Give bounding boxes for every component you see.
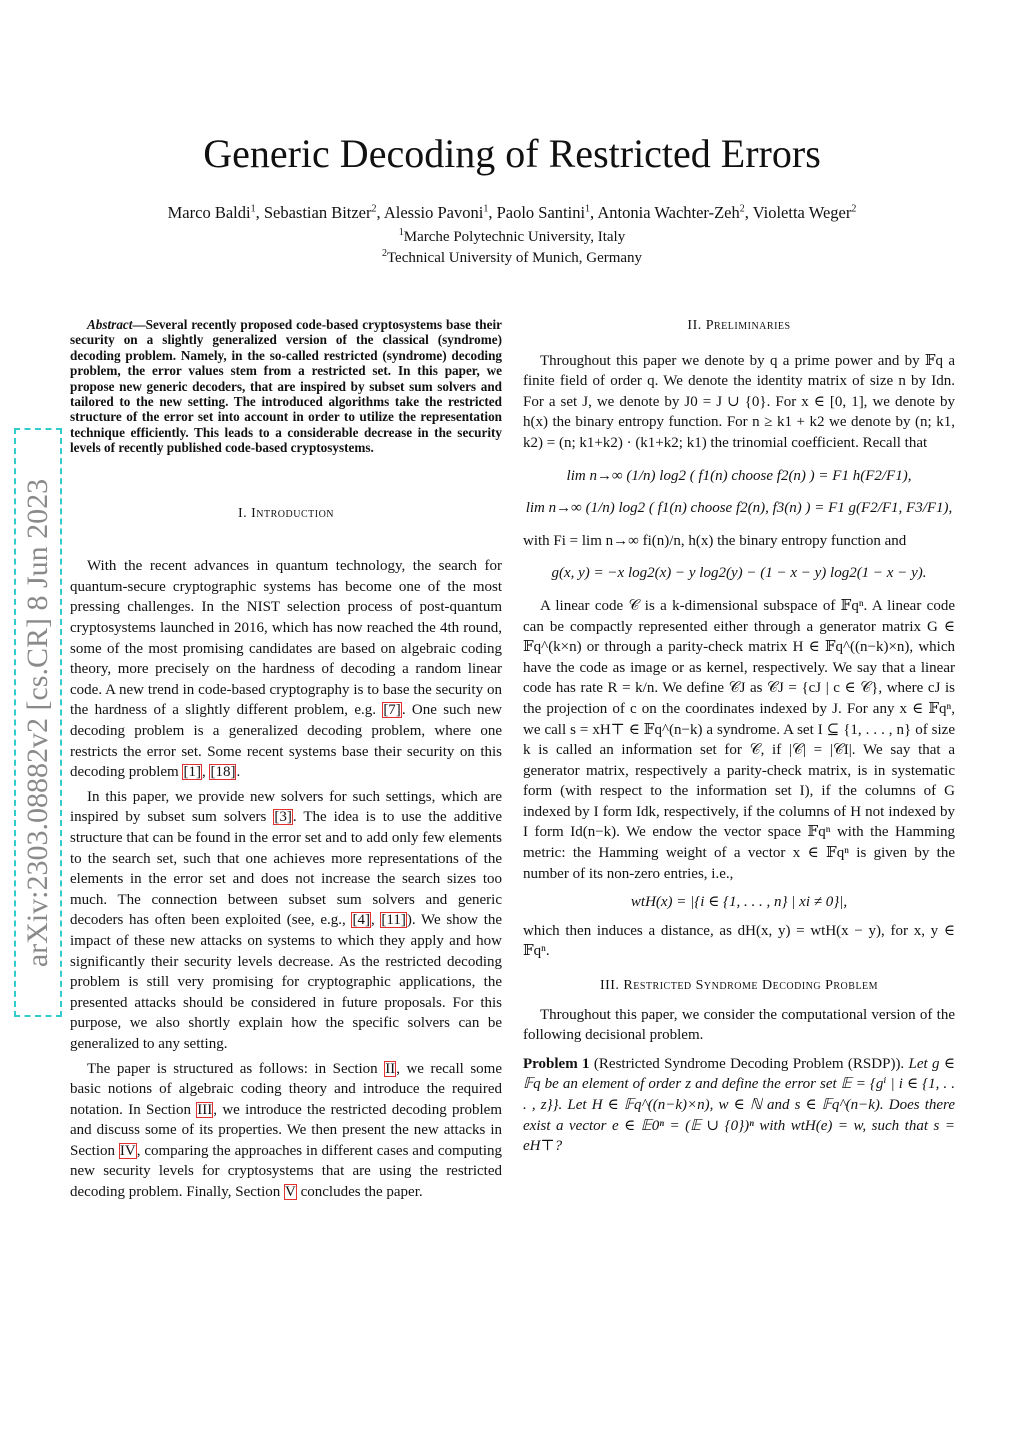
equation-limit-binomial: lim n→∞ (1/n) log2 ( f1(n) choose f2(n) ) = F1 h(F2/F1), xyxy=(566,467,912,484)
prelim-paragraph-2: with Fi = lim n→∞ fi(n)/n, h(x) the binary entropy function and xyxy=(523,532,907,549)
author: Alessio Pavoni xyxy=(383,203,484,222)
author: Paolo Santini xyxy=(496,203,586,222)
right-column xyxy=(523,316,955,1157)
citation-link[interactable]: [18] xyxy=(210,764,236,781)
section-link[interactable]: V xyxy=(285,1184,296,1201)
author-list: Marco Baldi$^1$, Sebastian Bitzer$^2$, Alessio Pavoni$^1$, Paolo Santini$^1$, Antonia Wachter-Zeh$^2$, Violetta Weger$^2$ xyxy=(167,203,857,222)
paper-title: Generic Decoding of Restricted Errors xyxy=(203,131,821,176)
section-heading-introduction: I. Introduction xyxy=(237,505,335,521)
prelim-paragraph-3: A linear code 𝒞 is a k-dimensional subspace of 𝔽qⁿ. A linear code can be compactly represented either through a generator matrix G ∈ 𝔽q^(k×n) or through a parity-check matrix H ∈ 𝔽q^((n−k)×n), which have the code as image or as kernel, respectively. We say that a linear code has rate R = k/n. We define 𝒞J as 𝒞J = {cJ | c ∈ 𝒞}, where cJ is the projection of c on the coordinates indexed by J. For any x ∈ 𝔽qⁿ, we call s = xH⊤ ∈ 𝔽q^(n−k) a syndrome. A set I ⊆ {1, . . . , n} of size k is called an information set for 𝒞, if |𝒞| = |𝒞I|. We say that a generator matrix, respectively a parity-check matrix, is in systematic form (with respect to the information set I), if the columns of G indexed by I form Idk, respectively, if the columns of H not indexed by I form Id(n−k). We endow the vector space 𝔽qⁿ with the Hamming metric: the Hamming weight of a vector x ∈ 𝔽qⁿ is given by the number of its non-zero entries, i.e., xyxy=(523,597,955,882)
equation-g-function: g(x, y) = −x log2(x) − y log2(y) − (1 − x − y) log2(1 − x − y). xyxy=(551,565,927,582)
author: Sebastian Bitzer xyxy=(263,203,372,222)
author: Antonia Wachter-Zeh xyxy=(597,203,740,222)
citation-link[interactable]: [3] xyxy=(274,809,292,826)
author: Marco Baldi xyxy=(167,203,251,222)
section-link[interactable]: IV xyxy=(119,1142,136,1159)
citation-link[interactable]: [4] xyxy=(352,912,370,929)
citation-link[interactable]: [11] xyxy=(381,912,406,929)
rsdp-paragraph-1: Throughout this paper, we consider the computational version of the following decisional problem. xyxy=(523,1006,955,1044)
prelim-paragraph-4: which then induces a distance, as dH(x, y) = wtH(x − y), for x, y ∈ 𝔽qⁿ. xyxy=(523,922,955,960)
affiliation-1: $^1$Marche Polytechnic University, Italy xyxy=(398,227,626,245)
citation-link[interactable]: [7] xyxy=(383,702,401,719)
citation-link[interactable]: [1] xyxy=(183,764,201,781)
section-link[interactable]: II xyxy=(385,1060,396,1077)
arxiv-stamp[interactable]: arXiv:2303.08882v2 [cs.CR] 8 Jun 2023 xyxy=(16,430,60,1015)
problem-1: Problem 1 (Restricted Syndrome Decoding Problem (RSDP)). Let g ∈ 𝔽q be an element of order z and define the error set 𝔼 = {gⁱ | i ∈ {1, . . . , z}}. Let H ∈ 𝔽q^((n−k)×n), w ∈ ℕ and s ∈ 𝔽q^(n−k). Does there exist a vector e ∈ 𝔼0ⁿ = (𝔼 ∪ {0})ⁿ with wtH(e) = w, such that s = eH⊤? xyxy=(523,1055,956,1155)
author: Violetta Weger xyxy=(752,203,852,222)
intro-paragraph-3: The paper is structured as follows: in Section II, we recall some basic notions of algebraic coding theory and introduce the required notation. In Section III, we introduce the restricted decoding problem and discuss some of its properties. We then present the new attacks in Section IV, comparing the approaches in different cases and computing new security levels for cryptosystems that are using the restricted decoding problem. Finally, Section V concludes the paper. xyxy=(70,1060,502,1201)
affiliation-2: $^2$Technical University of Munich, Germany xyxy=(381,248,643,266)
section-link[interactable]: III xyxy=(197,1101,213,1118)
section-heading-preliminaries: II. Preliminaries xyxy=(687,318,791,333)
left-column xyxy=(70,317,502,1203)
abstract: Abstract—Several recently proposed code-based cryptosystems base their security on a slightly generalized version of the classical (syndrome) decoding problem. Namely, in the so-called restricted (syndrome) decoding problem, the error values stem from a restricted set. In this paper, we propose new generic decoders, that are inspired by subset sum solvers and tailored to the new setting. The introduced algorithms take the restricted structure of the error set into account in order to utilize the representation technique efficiently. This leads to a considerable decrease in the security levels of recently published code-based cryptosystems. xyxy=(70,317,502,456)
intro-paragraph-2: In this paper, we provide new solvers for such settings, which are inspired by subset sum solvers [3]. The idea is to use the additive structure that can be found in the error set and to add only few elements to the search set, such that one achieves more representations of the elements in the error set and does not increase the search sizes too much. The connection between subset sum solvers and generic decoders has often been exploited (see, e.g., [4], [11]). We show the impact of these new attacks on systems to which they apply and how significantly their security levels decrease. As the restricted decoding problem is still very promising for cryptographic applications, the presented attacks should be considered in future proposals. For this purpose, we also shortly explain how the specific solvers can be generalized to any setting. xyxy=(70,788,503,1052)
equation-limit-trinomial: lim n→∞ (1/n) log2 ( f1(n) choose f2(n), f3(n) ) = F1 g(F2/F1, F3/F1), xyxy=(525,500,953,517)
equation-hamming-weight: wtH(x) = |{i ∈ {1, . . . , n} | xi ≠ 0}|, xyxy=(630,894,848,911)
intro-paragraph-1: With the recent advances in quantum technology, the search for quantum-secure cryptographic systems has become one of the most pressing challenges. In the NIST selection process of post-quantum cryptosystems launched in 2016, which has now reached the 4th round, some of the most promising candidates are based on algebraic coding theory, more precisely on the hardness of decoding a random linear code. A new trend in code-based cryptography is to base the security on the hardness of a slightly different problem, e.g. [7]. One such new decoding problem is a generalized decoding problem, where one restricts the error set. Some recent systems base their security on this decoding problem [1], [18]. xyxy=(70,558,503,781)
prelim-paragraph-1: Throughout this paper we denote by q a prime power and by 𝔽q a finite field of order q. We denote the identity matrix of size n by Idn. For a set J, we denote by J0 = J ∪ {0}. For x ∈ [0, 1], we denote by h(x) the binary entropy function. For n ≥ k1 + k2 we denote by (n; k1, k2) = (n; k1+k2) · (k1+k2; k1) the trinomial coefficient. Recall that xyxy=(523,352,955,451)
section-heading-rsdp: III. Restricted Syndrome Decoding Problem xyxy=(599,978,879,994)
